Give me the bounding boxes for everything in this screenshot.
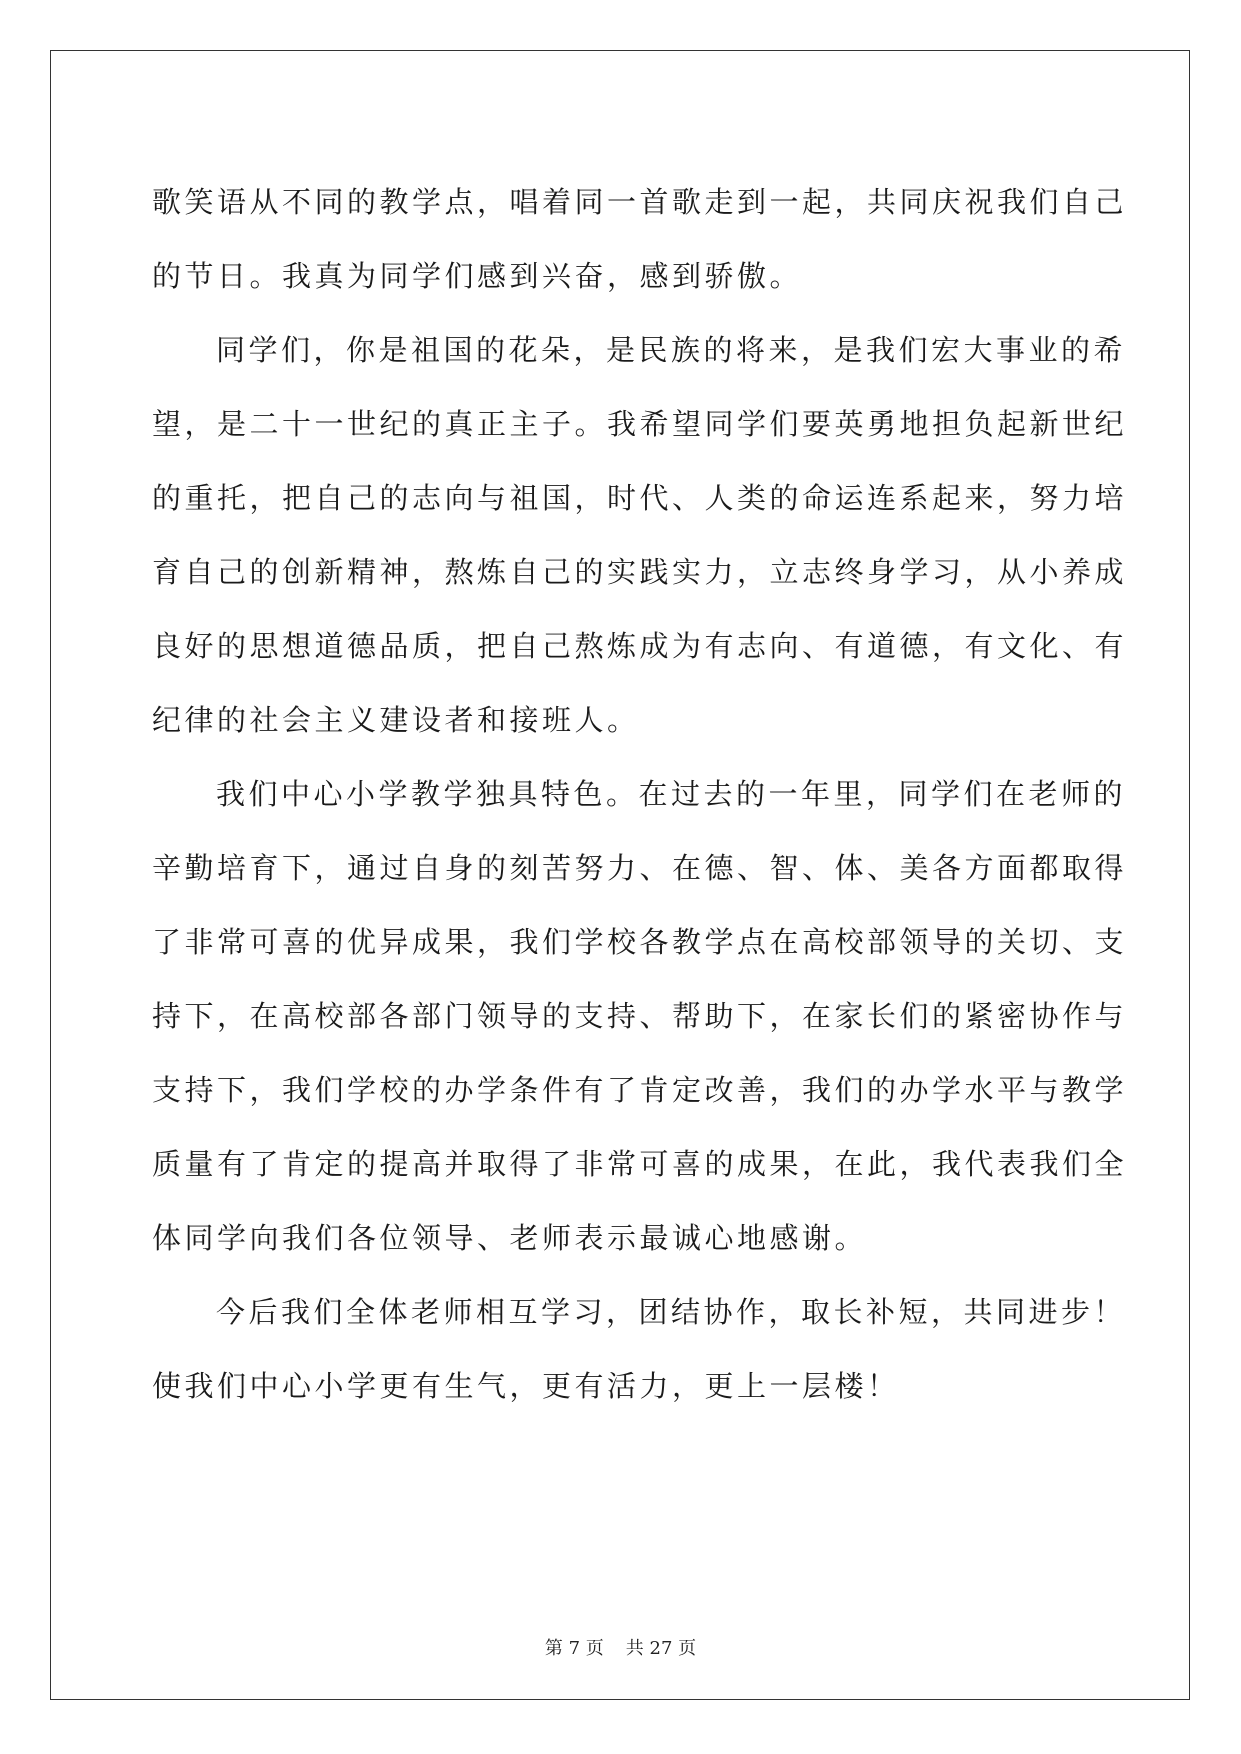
page-footer bbox=[0, 1634, 1241, 1660]
text-line: 良好的思想道德品质，把自己熬炼成为有志向、有道德，有文化、有 bbox=[152, 629, 1128, 663]
text-line: 的重托，把自己的志向与祖国，时代、人类的命运连系起来，努力培 bbox=[152, 481, 1128, 515]
text-line: 的节日。我真为同学们感到兴奋，感到骄傲。 bbox=[152, 259, 803, 293]
text-line: 望，是二十一世纪的真正主子。我希望同学们要英勇地担负起新世纪 bbox=[152, 407, 1128, 441]
text-line: 纪律的社会主义建设者和接班人。 bbox=[152, 703, 640, 737]
text-line: 了非常可喜的优异成果，我们学校各教学点在高校部领导的关切、支 bbox=[152, 925, 1128, 959]
text-line: 辛勤培育下，通过自身的刻苦努力、在德、智、体、美各方面都取得 bbox=[152, 851, 1128, 885]
text-line: 今后我们全体老师相互学习，团结协作，取长补短，共同进步！ bbox=[216, 1295, 1127, 1329]
text-line: 持下，在高校部各部门领导的支持、帮助下，在家长们的紧密协作与 bbox=[152, 999, 1128, 1033]
text-line: 使我们中心小学更有生气，更有活力，更上一层楼！ bbox=[152, 1369, 900, 1403]
page-number: 第 7 页 bbox=[544, 1638, 604, 1659]
text-line: 支持下，我们学校的办学条件有了肯定改善，我们的办学水平与教学 bbox=[152, 1073, 1128, 1107]
text-line: 歌笑语从不同的教学点，唱着同一首歌走到一起，共同庆祝我们自己 bbox=[152, 185, 1128, 219]
page-total: 共 27 页 bbox=[625, 1638, 697, 1659]
document-body bbox=[152, 165, 1128, 1423]
text-line: 我们中心小学教学独具特色。在过去的一年里，同学们在老师的 bbox=[216, 777, 1127, 811]
text-line: 质量有了肯定的提高并取得了非常可喜的成果，在此，我代表我们全 bbox=[152, 1147, 1128, 1181]
text-line: 育自己的创新精神，熬炼自己的实践实力，立志终身学习，从小养成 bbox=[152, 555, 1128, 589]
text-line: 体同学向我们各位领导、老师表示最诚心地感谢。 bbox=[152, 1221, 868, 1255]
text-line: 同学们，你是祖国的花朵，是民族的将来，是我们宏大事业的希 bbox=[216, 333, 1127, 367]
